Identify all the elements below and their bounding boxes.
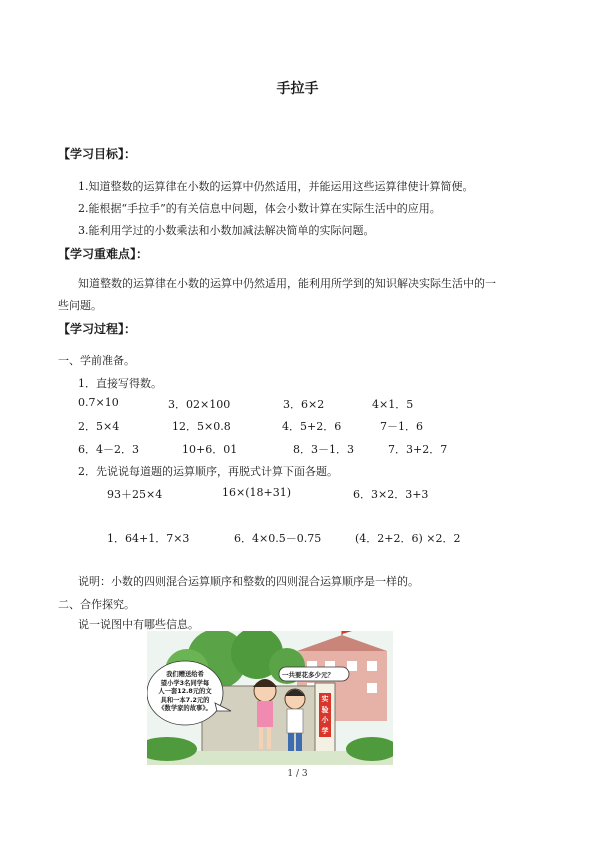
mental-math-item: 0.7×10 [78, 396, 119, 409]
calc-item: (4．2+2．6) ×2．2 [355, 532, 461, 545]
key-points-heading: 【学习重难点】： [58, 247, 149, 261]
bubble-line: 具和一本7.2元的 [160, 696, 210, 704]
goal-item-2: 2.能根据“手拉手”的有关信息中问题，体会小数计算在实际生活中的应用。 [78, 202, 441, 215]
mental-math-item: 3．02×100 [168, 398, 231, 411]
part1-label: 一、学前准备。 [58, 354, 135, 367]
goal-item-1: 1.知道整数的运算律在小数的运算中仍然适用，并能运用这些运算律使计算简便。 [78, 180, 474, 193]
part1-question-2: 2．先说说每道题的运算顺序，再脱式计算下面各题。 [78, 465, 338, 478]
school-illustration [147, 631, 393, 765]
calc-item: 6．3×2．3+3 [353, 488, 429, 501]
mental-math-item: 8．3－1．3 [293, 443, 354, 456]
bubble-line: 望小学3名同学每 [160, 679, 210, 687]
mental-math-item: 7．3+2．7 [388, 443, 448, 456]
page-number: 1 / 3 [287, 769, 308, 779]
calc-item: 1．64+1．7×3 [107, 532, 190, 545]
part1-question-1: 1．直接写得数。 [78, 377, 162, 390]
page-title: 手拉手 [276, 81, 319, 97]
bubble-line: 人一套12.8元的文 [158, 688, 212, 696]
mental-math-item: 12．5×0.8 [172, 420, 231, 433]
bubble-text [153, 671, 217, 714]
key-points-text-2: 些问题。 [58, 299, 102, 312]
process-heading: 【学习过程】： [58, 322, 137, 336]
mental-math-item: 7－1．6 [380, 420, 423, 433]
question-text: 一共要花多少元？ [282, 671, 334, 679]
goals-heading: 【学习目标】： [58, 147, 137, 161]
boy-body [287, 709, 303, 733]
mental-math-item: 6．4－2．3 [78, 443, 139, 456]
mental-math-item: 4×1．5 [372, 398, 414, 411]
part2-prompt: 说一说图中有哪些信息。 [78, 618, 199, 631]
calc-item: 93＋25×4 [107, 488, 163, 501]
mental-math-item: 3．6×2 [283, 398, 325, 411]
note-text: 说明：小数的四则混合运算顺序和整数的四则混合运算顺序是一样的。 [78, 575, 419, 588]
calc-item: 6．4×0.5－0.75 [234, 532, 322, 545]
key-points-text-1: 知道整数的运算律在小数的运算中仍然适用，能利用所学到的知识解决实际生活中的一 [78, 277, 496, 290]
calc-item: 16×(18+31) [222, 486, 292, 499]
mental-math-item: 4．5+2．6 [282, 420, 342, 433]
girl-body [257, 701, 273, 727]
mental-math-item: 10+6．01 [182, 443, 238, 456]
sign-text: 实 验 小 学 [321, 695, 329, 735]
part2-label: 二、合作探究。 [58, 598, 135, 611]
goal-item-3: 3.能利用学过的小数乘法和小数加减法解决简单的实际问题。 [78, 224, 375, 237]
mental-math-item: 2．5×4 [78, 420, 120, 433]
bubble-line: 《数学家的故事》。 [158, 705, 212, 713]
bubble-line: 我们赠送给希 [166, 671, 204, 678]
